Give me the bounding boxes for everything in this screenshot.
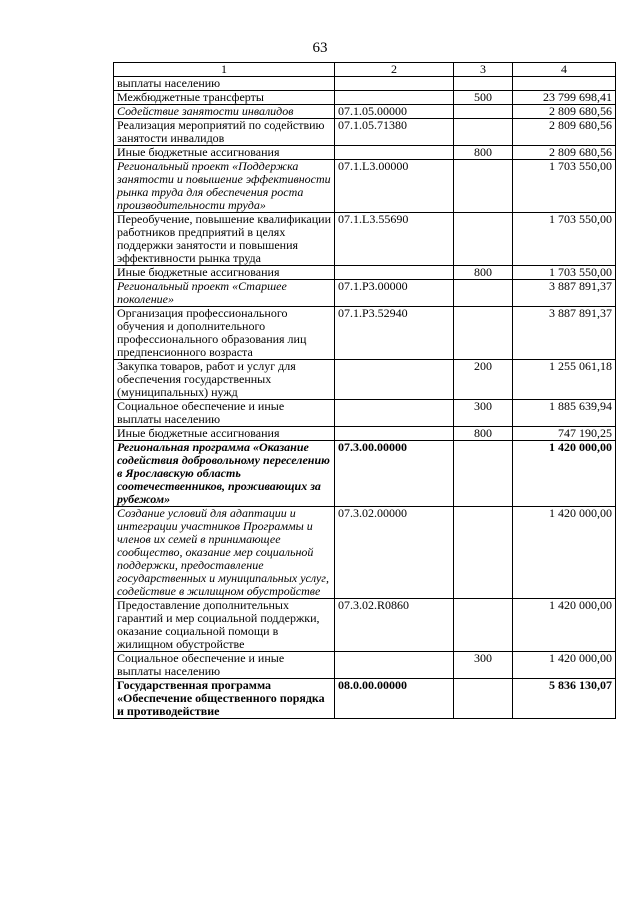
cell-name: Межбюджетные трансферты (114, 91, 335, 105)
table-row (114, 652, 616, 679)
cell-name: выплаты населению (114, 77, 335, 91)
table-row (114, 280, 616, 307)
cell-amount: 2 809 680,56 (513, 146, 616, 160)
cell-code: 07.3.02.00000 (335, 507, 454, 599)
table-row (114, 360, 616, 400)
cell-amount: 1 420 000,00 (513, 652, 616, 679)
cell-name: Иные бюджетные ассигнования (114, 266, 335, 280)
cell-name: Реализация мероприятий по содействию занятости инвалидов (114, 119, 335, 146)
cell-name: Региональный проект «Поддержка занятости и повышение эффективности рынка труда для обеспечения роста производительности труда» (114, 160, 335, 213)
table-row (114, 119, 616, 146)
cell-expense-type (454, 105, 513, 119)
cell-code (335, 146, 454, 160)
table-row (114, 160, 616, 213)
cell-amount: 5 836 130,07 (513, 679, 616, 719)
cell-code: 07.1.P3.00000 (335, 280, 454, 307)
cell-name: Региональный проект «Старшее поколение» (114, 280, 335, 307)
cell-amount: 23 799 698,41 (513, 91, 616, 105)
table-row (114, 441, 616, 507)
cell-amount: 1 420 000,00 (513, 599, 616, 652)
budget-table (113, 62, 616, 719)
cell-amount: 2 809 680,56 (513, 119, 616, 146)
header-col-2: 2 (335, 63, 454, 77)
cell-name: Социальное обеспечение и иные выплаты населению (114, 652, 335, 679)
cell-name: Организация профессионального обучения и дополнительного профессионального образования лиц предпенсионного возраста (114, 307, 335, 360)
table-row (114, 105, 616, 119)
cell-amount: 747 190,25 (513, 427, 616, 441)
cell-amount: 1 420 000,00 (513, 507, 616, 599)
cell-amount: 1 255 061,18 (513, 360, 616, 400)
table-header-row (114, 63, 616, 77)
cell-code: 07.1.P3.52940 (335, 307, 454, 360)
cell-code (335, 77, 454, 91)
page-number: 63 (312, 40, 328, 56)
cell-name: Региональная программа «Оказание содействия добровольному переселению в Ярославскую область соотечественников, проживающих за рубежом» (114, 441, 335, 507)
cell-name: Государственная программа «Обеспечение общественного порядка и противодействие (114, 679, 335, 719)
cell-expense-type: 800 (454, 427, 513, 441)
cell-amount: 3 887 891,37 (513, 307, 616, 360)
cell-expense-type (454, 77, 513, 91)
header-col-1: 1 (114, 63, 335, 77)
table-row (114, 400, 616, 427)
cell-name: Предоставление дополнительных гарантий и мер социальной поддержки, оказание социальной помощи в жилищном обустройстве (114, 599, 335, 652)
cell-amount: 1 420 000,00 (513, 441, 616, 507)
cell-name: Создание условий для адаптации и интеграции участников Программы и членов их семей в принимающее сообщество, оказание мер социальной поддержки, предоставление государственных и муниципальных услуг, содействие в жилищном обустройстве (114, 507, 335, 599)
table-row (114, 507, 616, 599)
cell-code (335, 400, 454, 427)
cell-code (335, 427, 454, 441)
table-row (114, 307, 616, 360)
table-row (114, 91, 616, 105)
cell-code (335, 360, 454, 400)
cell-amount: 1 703 550,00 (513, 160, 616, 213)
cell-code: 07.1.L3.55690 (335, 213, 454, 266)
cell-amount: 2 809 680,56 (513, 105, 616, 119)
cell-expense-type (454, 507, 513, 599)
cell-amount: 1 885 639,94 (513, 400, 616, 427)
table-row (114, 213, 616, 266)
cell-expense-type (454, 213, 513, 266)
cell-expense-type (454, 679, 513, 719)
cell-amount: 3 887 891,37 (513, 280, 616, 307)
cell-amount: 1 703 550,00 (513, 213, 616, 266)
cell-code (335, 266, 454, 280)
cell-expense-type: 300 (454, 400, 513, 427)
cell-expense-type: 800 (454, 146, 513, 160)
cell-expense-type: 300 (454, 652, 513, 679)
table-body (114, 63, 616, 719)
cell-code: 07.1.05.71380 (335, 119, 454, 146)
cell-name: Социальное обеспечение и иные выплаты населению (114, 400, 335, 427)
cell-name: Переобучение, повышение квалификации работников предприятий в целях поддержки занятости и повышения эффективности рынка труда (114, 213, 335, 266)
cell-expense-type (454, 119, 513, 146)
cell-name: Содействие занятости инвалидов (114, 105, 335, 119)
cell-amount (513, 77, 616, 91)
cell-expense-type: 800 (454, 266, 513, 280)
cell-name: Закупка товаров, работ и услуг для обеспечения государственных (муниципальных) нужд (114, 360, 335, 400)
table-row (114, 146, 616, 160)
cell-expense-type: 500 (454, 91, 513, 105)
header-col-3: 3 (454, 63, 513, 77)
table-row (114, 427, 616, 441)
table-row (114, 679, 616, 719)
table-row (114, 77, 616, 91)
cell-amount: 1 703 550,00 (513, 266, 616, 280)
cell-code: 08.0.00.00000 (335, 679, 454, 719)
cell-code: 07.3.02.R0860 (335, 599, 454, 652)
table-row (114, 599, 616, 652)
cell-expense-type (454, 599, 513, 652)
cell-code (335, 652, 454, 679)
header-col-4: 4 (513, 63, 616, 77)
cell-name: Иные бюджетные ассигнования (114, 146, 335, 160)
cell-name: Иные бюджетные ассигнования (114, 427, 335, 441)
cell-code: 07.3.00.00000 (335, 441, 454, 507)
cell-expense-type (454, 441, 513, 507)
cell-expense-type (454, 307, 513, 360)
cell-code: 07.1.L3.00000 (335, 160, 454, 213)
cell-code (335, 91, 454, 105)
cell-code: 07.1.05.00000 (335, 105, 454, 119)
table-row (114, 266, 616, 280)
cell-expense-type (454, 160, 513, 213)
cell-expense-type: 200 (454, 360, 513, 400)
cell-expense-type (454, 280, 513, 307)
